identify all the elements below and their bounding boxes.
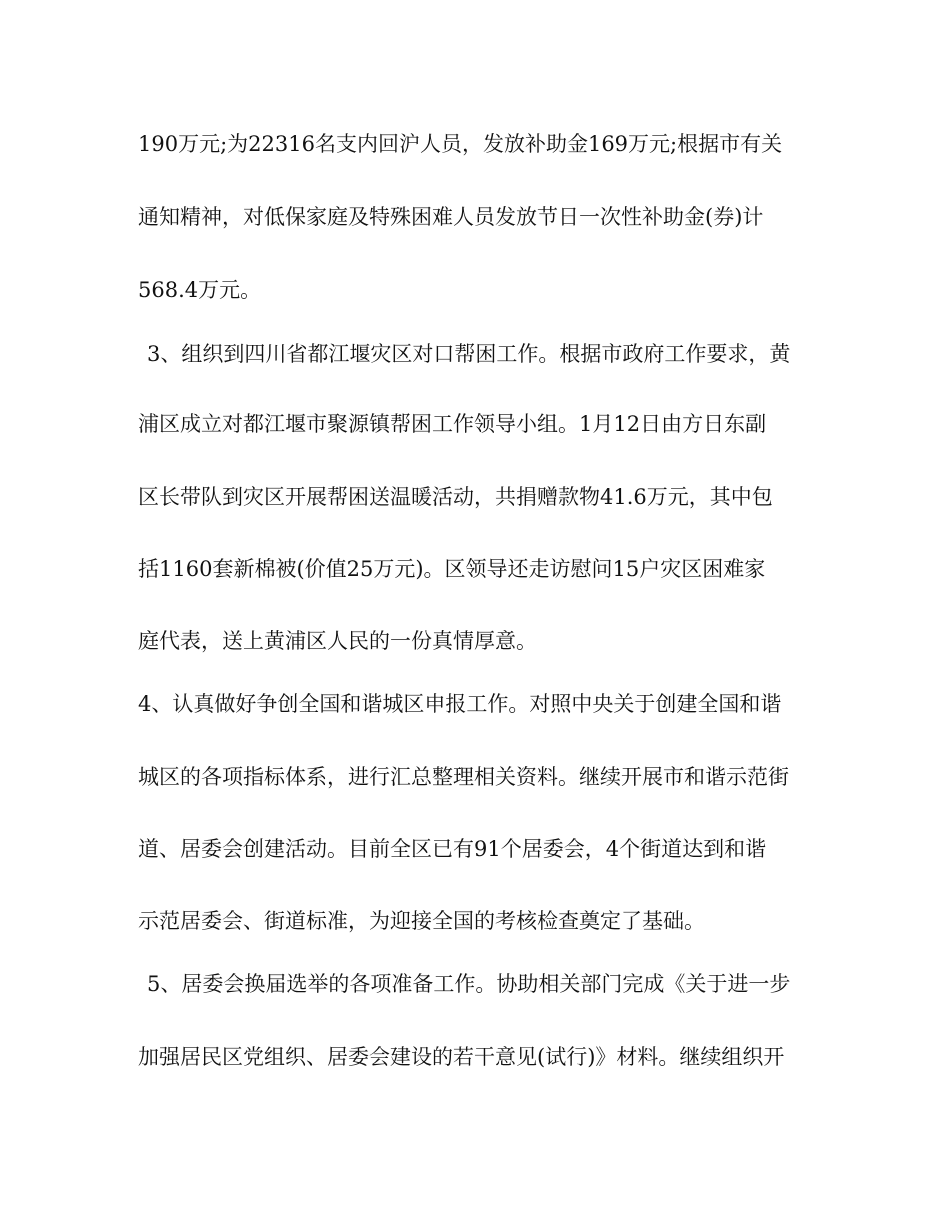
text-line: 190万元;为22316名支内回沪人员，发放补助金169万元;根据市有关 bbox=[138, 132, 783, 156]
text-line: 道、居委会创建活动。目前全区已有91个居委会，4个街道达到和谐 bbox=[138, 837, 767, 861]
text-line: 5、居委会换届选举的各项准备工作。协助相关部门完成《关于进一步 bbox=[147, 972, 791, 996]
text-line: 3、组织到四川省都江堰灾区对口帮困工作。根据市政府工作要求，黄 bbox=[147, 342, 791, 366]
text-line: 庭代表，送上黄浦区人民的一份真情厚意。 bbox=[138, 629, 537, 653]
text-line: 示范居委会、街道标准，为迎接全国的考核检查奠定了基础。 bbox=[138, 909, 705, 933]
text-line: 括1160套新棉被(价值25万元)。区领导还走访慰问15户灾区困难家 bbox=[138, 557, 766, 581]
text-line: 加强居民区党组织、居委会建设的若干意见(试行)》材料。继续组织开 bbox=[138, 1045, 785, 1069]
text-line: 城区的各项指标体系，进行汇总整理相关资料。继续开展市和谐示范街 bbox=[138, 765, 789, 789]
text-line: 通知精神，对低保家庭及特殊困难人员发放节日一次性补助金(券)计 bbox=[138, 205, 764, 229]
text-line: 区长带队到灾区开展帮困送温暖活动，共捐赠款物41.6万元，其中包 bbox=[138, 485, 773, 509]
text-line: 568.4万元。 bbox=[138, 278, 262, 302]
text-line: 浦区成立对都江堰市聚源镇帮困工作领导小组。1月12日由方日东副 bbox=[138, 412, 767, 436]
text-line: 4、认真做好争创全国和谐城区申报工作。对照中央关于创建全国和谐 bbox=[138, 692, 782, 716]
